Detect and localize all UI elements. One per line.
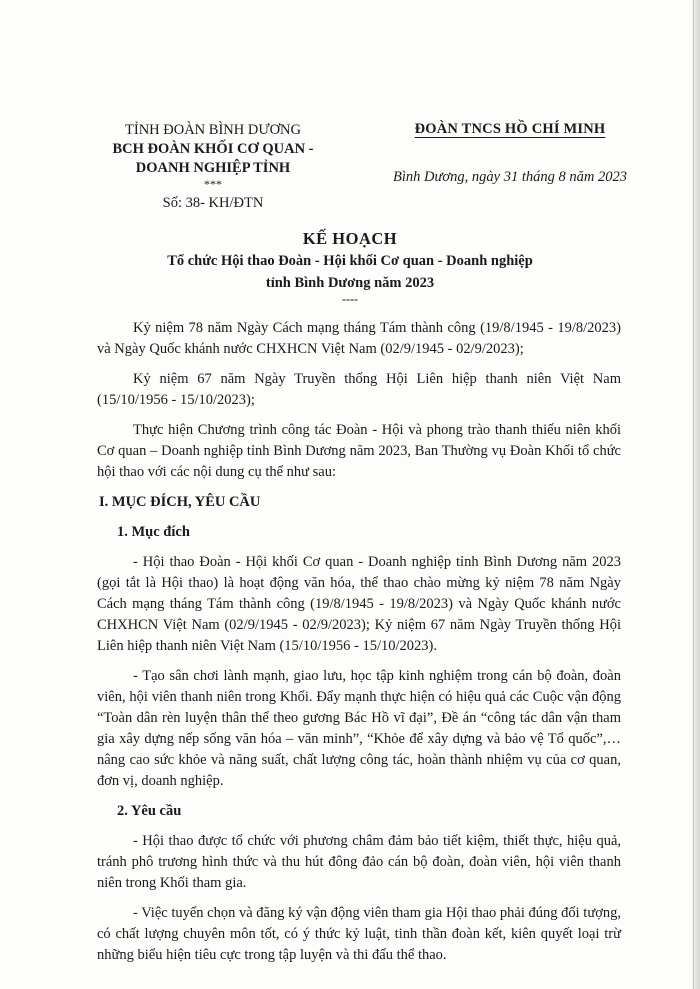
paragraph-requirement-2: - Việc tuyển chọn và đăng ký vận động viên tham gia Hội thao phải đúng đối tượng, có chất lượng chuyên môn tốt, có ý thức kỷ luật, tinh thần đoàn kết, kiên quyết loại trừ những biểu hiện tiêu cực trong tập luyện và thi đấu thể thao.: [97, 905, 621, 963]
document-title-block: [60, 228, 640, 304]
paragraph-purpose-2: - Tạo sân chơi lành mạnh, giao lưu, học tập kinh nghiệm trong cán bộ đoàn, đoàn viên, hội viên thanh niên trong Khối. Đẩy mạnh thực hiện có hiệu quả các Cuộc vận động “Toàn dân rèn luyện thân thể theo gương Bác Hồ vĩ đại”, Đề án “công tác dân vận tham gia xây dựng nếp sống văn hóa – văn minh”, “Khỏe để xây dựng và bảo vệ Tổ quốc”,… nâng cao sức khỏe và năng suất, chất lượng công tác, hoàn thành nhiệm vụ của cơ quan, đơn vị, doanh nghiệp.: [97, 668, 621, 789]
document-title: KẾ HOẠCH: [302, 229, 398, 248]
paragraph-implementation: Thực hiện Chương trình công tác Đoàn - Hội và phong trào thanh thiếu niên khối Cơ quan – Doanh nghiệp tỉnh Bình Dương năm 2023, Ban Thường vụ Đoàn Khối tổ chức hội thao với các nội dung cụ thể như sau:: [97, 422, 621, 480]
paragraph-purpose-1: - Hội thao Đoàn - Hội khối Cơ quan - Doanh nghiệp tỉnh Bình Dương năm 2023 (gọi tắt là Hội thao) là hoạt động văn hóa, thể thao chào mừng kỷ niệm 78 năm Ngày Cách mạng tháng Tám thành công (19/8/1945 - 19/8/2023) và Ngày Quốc khánh nước CHXHCN Việt Nam (02/9/1945 - 02/9/2023); Kỷ niệm 67 năm Ngày Truyền thống Hội Liên hiệp thanh niên Việt Nam (15/10/1956 - 15/10/2023).: [97, 554, 621, 654]
subheading-requirements: 2. Yêu cầu: [117, 803, 182, 819]
motto-block: [390, 121, 630, 186]
subheading-purpose: 1. Mục đích: [117, 524, 190, 540]
org-line-3: DOANH NGHIỆP TỈNH: [135, 160, 291, 176]
title-divider: ----: [342, 292, 358, 306]
org-line-2: BCH ĐOÀN KHỐI CƠ QUAN -: [112, 141, 314, 157]
paragraph-requirement-1: - Hội thao được tổ chức với phương châm đảm bảo tiết kiệm, thiết thực, hiệu quả, tránh phô trương hình thức và thu hút đông đảo cán bộ đoàn, đoàn viên, hội viên thanh niên trong Khối tham gia.: [97, 833, 621, 891]
document-subtitle-1: Tổ chức Hội thao Đoàn - Hội khối Cơ quan - Doanh nghiệp: [167, 253, 533, 269]
paragraph-anniversary-1: Kỷ niệm 78 năm Ngày Cách mạng tháng Tám thành công (19/8/1945 - 19/8/2023) và Ngày Quốc khánh nước CHXHCN Việt Nam (02/9/1945 - 02/9/2023);: [97, 320, 621, 357]
org-stars: ***: [204, 177, 222, 191]
document-body: [97, 318, 621, 966]
page-edge-line: [693, 0, 694, 989]
issuing-organization: [98, 121, 328, 213]
section-heading-1: I. MỤC ĐÍCH, YÊU CẦU: [99, 494, 261, 510]
document-subtitle-2: tỉnh Bình Dương năm 2023: [265, 275, 435, 291]
place-date: Bình Dương, ngày 31 tháng 8 năm 2023: [393, 169, 627, 185]
paragraph-anniversary-2: Kỷ niệm 67 năm Ngày Truyền thống Hội Liên hiệp thanh niên Việt Nam (15/10/1956 - 15/10/2023);: [97, 371, 621, 408]
document-number: Số: 38- KH/ĐTN: [162, 195, 264, 211]
motto: ĐOÀN TNCS HỒ CHÍ MINH: [414, 121, 606, 137]
org-line-1: TỈNH ĐOÀN BÌNH DƯƠNG: [125, 122, 301, 138]
